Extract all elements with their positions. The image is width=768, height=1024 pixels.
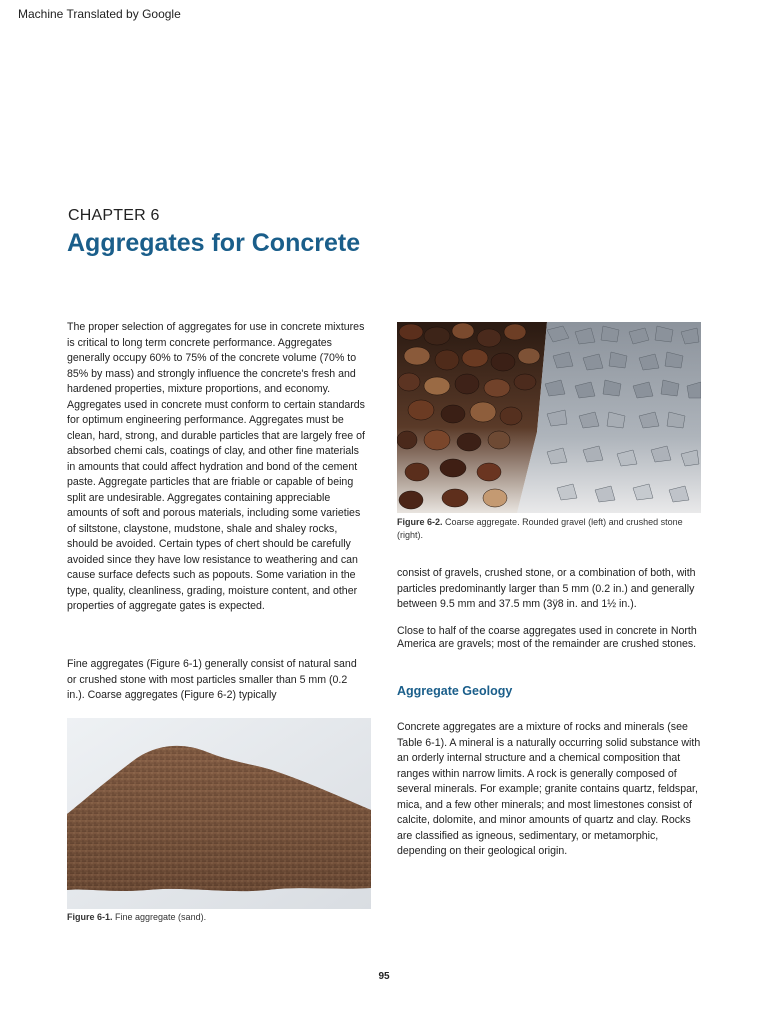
body-paragraph-coarse-aggregates: consist of gravels, crushed stone, or a combination of both, with particles predominantly larger than 5 mm (0.2 in.) and generally between 9.5 mm and 37.5 mm (3ÿ8 in. and 1½ in.).: [397, 567, 696, 610]
body-paragraph-geology: Concrete aggregates are a mixture of rocks and minerals (see Table 6-1). A mineral is a naturally occurring solid substance with an orderly internal structure and a chemical composition that ranges within narrow limits. A rock is generally composed of several minerals. For example; granite contains quartz, feldspar, mica, and a few other minerals; and most limestones consist of calcite, dolomite, and minor amounts of quartz and clay. Rocks are classified as igneous, sedimentary, or metamorphic, depending on their geological origin.: [397, 721, 701, 857]
coarse-aggregate-photo: [397, 322, 701, 513]
body-paragraph-fine-aggregates: Fine aggregates (Figure 6-1) generally consist of natural sand or crushed stone with most particles smaller than 5 mm (0.2 in.). Coarse aggregates (Figure 6-2) typically: [67, 658, 357, 701]
figure-6-2-caption: [397, 516, 697, 541]
figure-6-2-text: Coarse aggregate. Rounded gravel (left) and crushed stone (right).: [397, 517, 683, 540]
fine-aggregate-photo: [67, 718, 371, 909]
body-paragraph-intro: The proper selection of aggregates for use in concrete mixtures is critical to long term concrete performance. Aggregates generally occupy 60% to 75% of the concrete volume (70% to 85% by mass) and strongly influence the concrete's fresh and hardened properties, mixture proportions, and economy. Aggregates used in concrete must conform to certain standards for optimum engineering performance. Aggregates must be clean, hard, strong, and durable particles that are largely free of absorbed chemi cals, coatings of clay, and other fine materials in amounts that could affect hydration and bond of the cement paste. Aggregate particles that are friable or capable of being split are undesirable. Aggregates containing appreciable amounts of soft and porous materials, including some varieties of siltstone, claystone, mudstone, shale and shaley rocks, should be avoided. Certain types of chert should be carefully avoided since they have low resistance to weathering and can cause surface defects such as popouts. Some variation in the type, quality, cleanliness, grading, moisture content, and other properties of aggregate gates is expected.: [67, 321, 365, 612]
page-number: 95: [378, 971, 390, 982]
figure-6-2-label: Figure 6-2.: [397, 517, 443, 527]
section-heading-aggregate-geology: Aggregate Geology: [397, 684, 513, 698]
chapter-title: Aggregates for Concrete: [67, 229, 361, 257]
translation-banner: Machine Translated by Google: [18, 7, 181, 21]
figure-6-1-caption: [67, 911, 367, 924]
figure-6-1-label: Figure 6-1.: [67, 912, 113, 922]
body-paragraph-gravels: Close to half of the coarse aggregates used in concrete in North America are gravels; most of the remainder are crushed stones.: [397, 625, 697, 650]
chapter-label: CHAPTER 6: [68, 207, 160, 224]
figure-6-1-text: Fine aggregate (sand).: [112, 912, 207, 922]
